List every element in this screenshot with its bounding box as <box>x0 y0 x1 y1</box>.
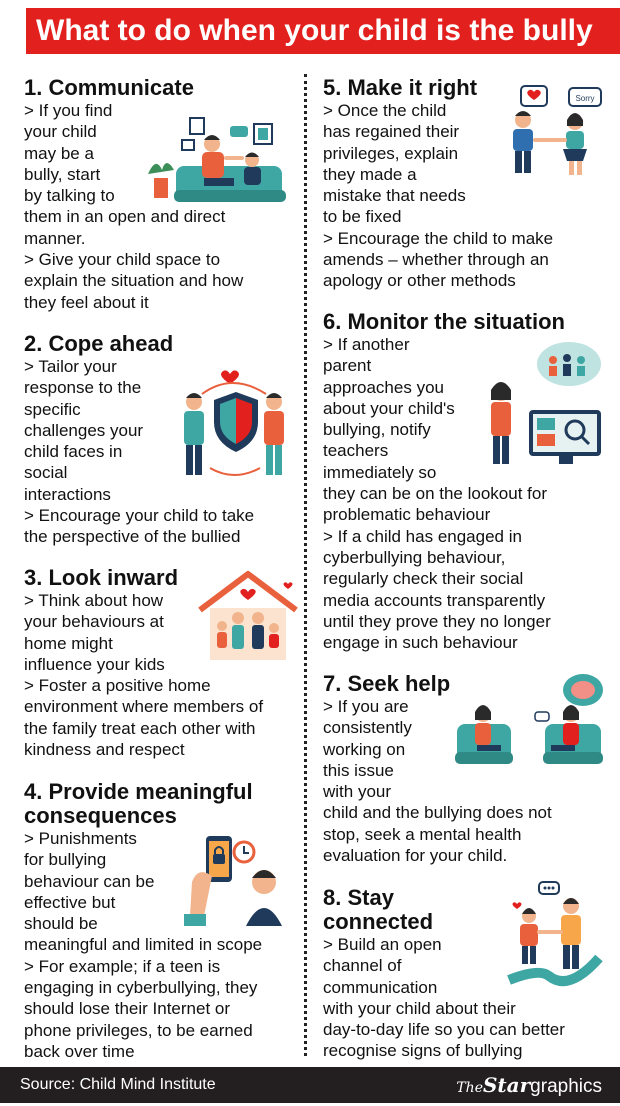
body-line: environment where members of <box>24 697 264 717</box>
body-line: child and the bullying does not <box>323 803 552 823</box>
body-line: > Think about how <box>24 591 164 610</box>
body-line: > Encourage the child to make <box>323 228 554 248</box>
body-line: mistake that needs <box>323 186 466 206</box>
section-heading: 6. Monitor the situation <box>323 309 565 334</box>
monitor-screen-icon <box>483 338 603 468</box>
section-monitor-situation <box>323 310 603 653</box>
body-line: manner. <box>24 228 86 248</box>
body-line: > If you find <box>24 101 113 120</box>
body-line: effective but <box>24 892 116 912</box>
section-heading: 5. Make it right <box>323 75 478 100</box>
body-line: amends – whether through an <box>323 250 549 270</box>
column-divider <box>304 74 307 1056</box>
body-line: immediately so <box>323 462 437 482</box>
body-line: communication <box>323 977 438 997</box>
body-line: they can be on the lookout for <box>323 484 547 504</box>
body-line: may be a <box>24 143 94 163</box>
body-line: back over time <box>24 1041 135 1061</box>
speech-bubble-text: Sorry <box>575 94 595 103</box>
body-line: home might <box>24 633 113 653</box>
body-line: your behaviours at <box>24 612 164 632</box>
body-line: child faces in <box>24 442 123 462</box>
body-line: > Build an open <box>323 935 442 954</box>
brand-the: The <box>456 1080 483 1096</box>
body-line: apology or other methods <box>323 271 516 291</box>
body-line: the perspective of the bullied <box>24 527 241 547</box>
body-line: for bullying <box>24 850 107 870</box>
section-stay-connected <box>323 886 603 1062</box>
body-line: media accounts transparently <box>323 590 546 610</box>
page-title: What to do when your child is the bully <box>26 8 620 54</box>
body-line: until they prove they no longer <box>323 611 551 631</box>
body-line: > Encourage your child to take <box>24 506 255 526</box>
body-line: meaningful and limited in scope <box>24 935 263 955</box>
body-line: approaches you <box>323 377 444 397</box>
body-line: social <box>24 463 68 483</box>
body-line: day-to-day life so you can better <box>323 1020 565 1040</box>
section-heading: 3. Look inward <box>24 565 179 590</box>
body-line: > Give your child space to <box>24 250 221 270</box>
section-meaningful-consequences <box>24 780 300 1062</box>
body-line: > Punishments <box>24 829 137 848</box>
body-line: influence your kids <box>24 654 165 674</box>
body-line: challenges your <box>24 420 144 440</box>
section-heading: 2. Cope ahead <box>24 331 174 356</box>
body-line: privileges, explain <box>323 143 459 163</box>
body-line: > If another <box>323 335 410 354</box>
section-make-it-right <box>323 76 603 292</box>
body-line: engage in such behaviour <box>323 633 518 653</box>
brand-star: Star <box>482 1073 531 1097</box>
body-line: your child <box>24 122 97 142</box>
body-line: they made a <box>323 164 417 184</box>
body-line: parent <box>323 356 372 376</box>
body-line: recognise signs of bullying <box>323 1041 523 1061</box>
body-line: bully, start <box>24 164 101 184</box>
footer <box>0 1067 620 1103</box>
body-line: specific <box>24 399 81 419</box>
body-line: this issue <box>323 760 394 780</box>
section-communicate <box>24 76 300 313</box>
body-line: > Foster a positive home <box>24 676 211 696</box>
body-line: teachers <box>323 441 389 461</box>
body-line: bullying, notify <box>323 420 431 440</box>
body-line: > If you are <box>323 697 409 716</box>
body-line: with your <box>323 782 392 802</box>
brand-graphics: graphics <box>530 1076 602 1097</box>
therapy-session-icon <box>453 668 605 788</box>
shield-between-people-icon <box>174 368 298 486</box>
body-line: phone privileges, to be earned <box>24 1020 253 1040</box>
body-line: evaluation for your child. <box>323 846 508 866</box>
body-line: > For example; if a teen is <box>24 956 221 976</box>
heading-line: consequences <box>24 803 177 828</box>
body-line: should be <box>24 914 98 934</box>
section-heading: 7. Seek help <box>323 671 451 696</box>
body-line: to be fixed <box>323 207 402 227</box>
body-line: should lose their Internet or <box>24 999 231 1019</box>
body-line: problematic behaviour <box>323 505 491 525</box>
body-line: by talking to <box>24 186 115 206</box>
body-line: > Once the child <box>323 101 447 120</box>
body-line: regularly check their social <box>323 569 524 589</box>
body-line: interactions <box>24 484 111 504</box>
body-line: consistently <box>323 718 412 738</box>
section-cope-ahead <box>24 332 300 548</box>
body-line: stop, seek a mental health <box>323 824 522 844</box>
body-line: behaviour can be <box>24 871 155 891</box>
body-line: them in an open and direct <box>24 207 226 227</box>
section-heading <box>24 780 300 828</box>
body-line: they feel about it <box>24 292 149 312</box>
heading-line: 8. Stay <box>323 885 394 910</box>
heading-line: 4. Provide meaningful <box>24 779 253 804</box>
parent-child-handshake-icon <box>499 876 603 988</box>
section-look-inward <box>24 566 300 760</box>
children-apologising-icon <box>499 82 603 180</box>
body-line: engaging in cyberbullying, they <box>24 978 258 998</box>
body-line: cyberbullying behaviour, <box>323 547 506 567</box>
heading-line: connected <box>323 909 434 934</box>
brand-logo <box>456 1067 602 1106</box>
body-line: > Tailor your <box>24 357 117 376</box>
locked-phone-icon <box>182 832 292 928</box>
body-line: the family treat each other with <box>24 718 256 738</box>
source-credit: Source: Child Mind Institute <box>20 1076 216 1093</box>
body-line: with your child about their <box>323 998 516 1018</box>
family-house-icon <box>196 570 300 664</box>
body-line: explain the situation and how <box>24 271 244 291</box>
body-line: > If a child has engaged in <box>323 526 522 546</box>
parent-child-on-sofa-icon <box>146 114 298 214</box>
body-line: has regained their <box>323 122 460 142</box>
body-line: response to the <box>24 378 142 398</box>
body-line: channel of <box>323 956 402 976</box>
section-heading: 1. Communicate <box>24 75 194 100</box>
body-line: kindness and respect <box>24 740 185 760</box>
body-line: about your child's <box>323 398 455 418</box>
body-line: working on <box>323 739 406 759</box>
section-seek-help <box>323 672 603 866</box>
